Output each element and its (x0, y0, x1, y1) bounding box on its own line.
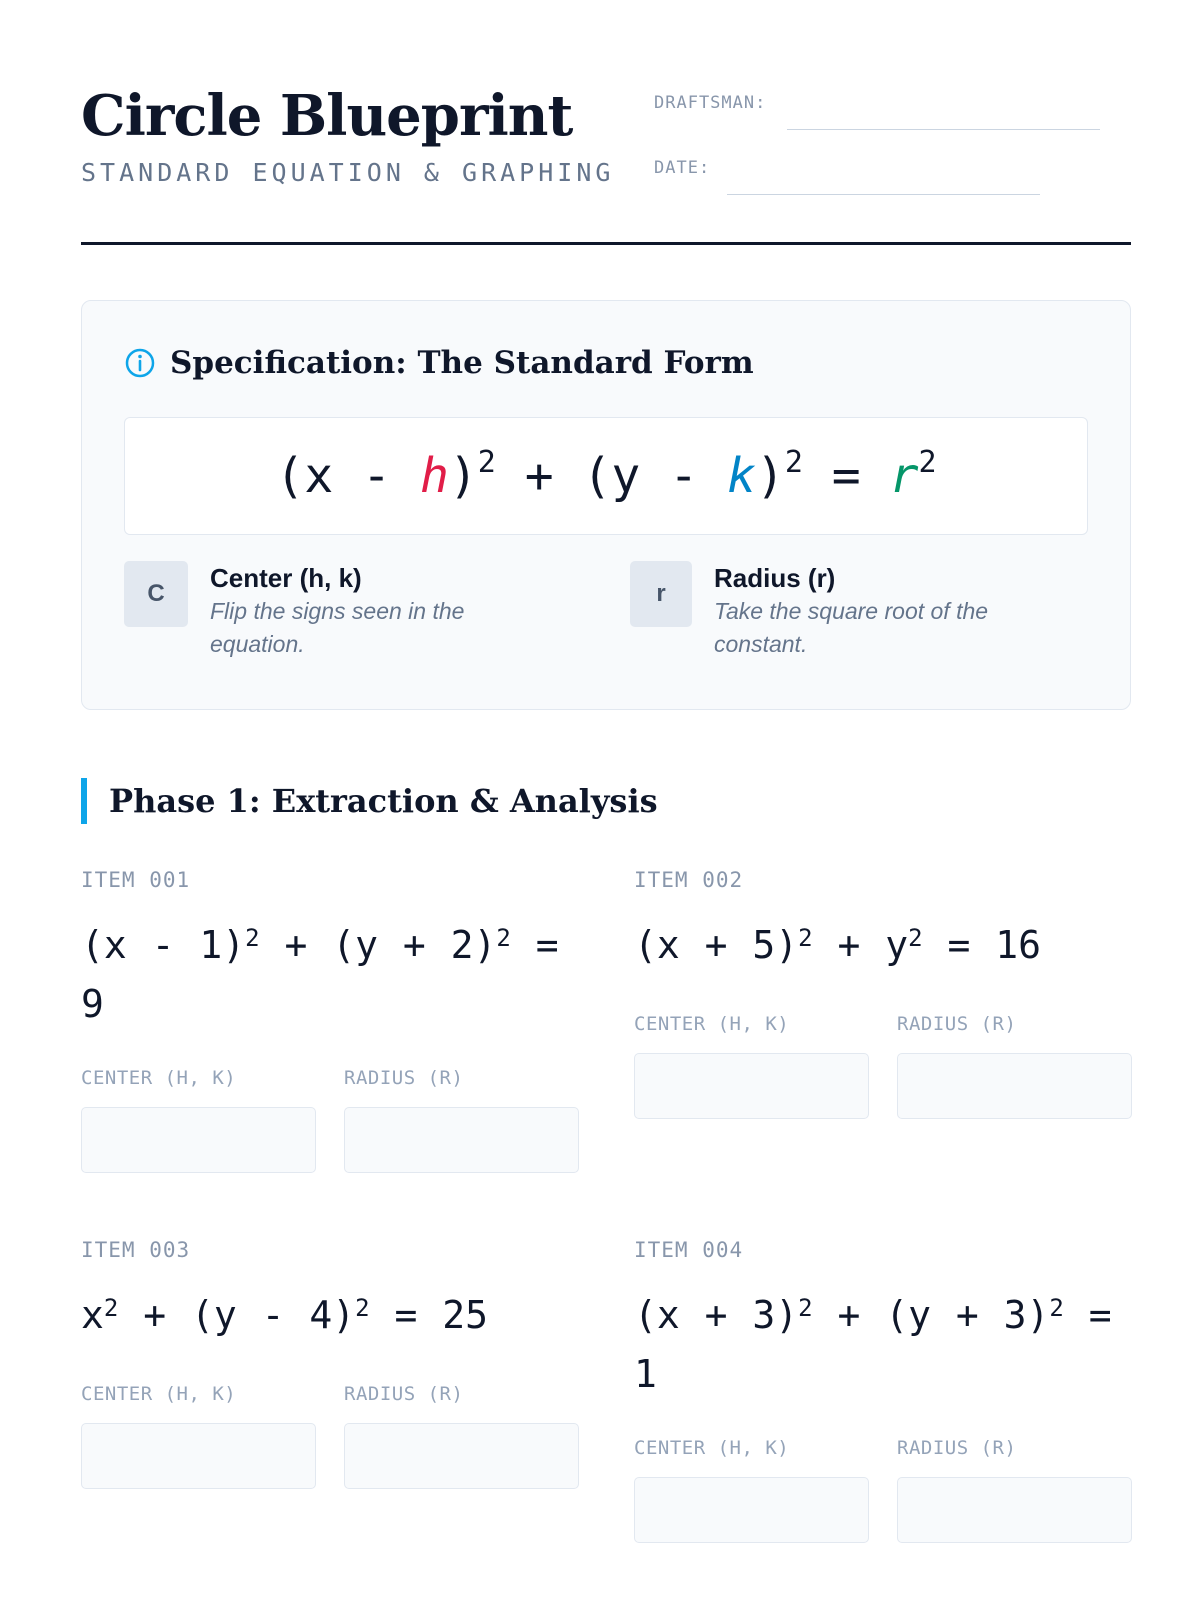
eq-part: = 9 (81, 923, 559, 1026)
problem-item (634, 1238, 1131, 1543)
item-equation (634, 918, 1131, 977)
radius-field-group (897, 1013, 1132, 1119)
radius-input[interactable] (897, 1477, 1132, 1543)
formula-exponent: 2 (784, 444, 803, 480)
radius-legend-desc: Take the square root of the constant. (714, 598, 989, 657)
page-title: Circle Blueprint (81, 83, 573, 149)
item-label: ITEM 002 (634, 868, 744, 892)
eq-part: + (y + 3) (812, 1293, 1050, 1337)
eq-part: x (81, 1293, 104, 1337)
spec-header (124, 345, 754, 381)
center-label: CENTER (H, K) (634, 1437, 790, 1459)
center-field-group (634, 1013, 869, 1119)
header (81, 0, 1131, 245)
eq-exponent: 2 (355, 1294, 370, 1322)
radius-field-group (344, 1067, 579, 1173)
answer-fields (81, 1383, 578, 1489)
formula-h: h (419, 448, 449, 504)
date-label: DATE: (654, 158, 711, 178)
center-badge: C (124, 561, 188, 627)
radius-input[interactable] (897, 1053, 1132, 1119)
eq-part: + y (812, 923, 909, 967)
date-field[interactable] (727, 193, 1040, 195)
eq-exponent: 2 (103, 1294, 119, 1322)
formula-part: + (y - (495, 448, 727, 504)
radius-field-group (897, 1437, 1132, 1543)
formula-exponent: 2 (918, 444, 937, 480)
phase-1-title: Phase 1: Extraction & Analysis (109, 782, 658, 820)
formula-part: (x - (275, 448, 420, 504)
eq-part: = 16 (922, 923, 1041, 967)
eq-part: (x + 5) (634, 923, 799, 967)
eq-exponent: 2 (496, 924, 511, 952)
center-label: CENTER (H, K) (81, 1067, 237, 1089)
center-label: CENTER (H, K) (81, 1383, 237, 1405)
center-field-group (81, 1067, 316, 1173)
eq-part: (x - 1) (81, 923, 246, 967)
page-subtitle: STANDARD EQUATION & GRAPHING (81, 158, 615, 187)
center-legend-desc: Flip the signs seen in the equation. (210, 598, 465, 657)
eq-exponent: 2 (908, 924, 923, 952)
answer-fields (634, 1013, 1131, 1119)
eq-exponent: 2 (1049, 1294, 1064, 1322)
formula-exponent: 2 (477, 444, 496, 480)
problem-item (81, 868, 578, 1173)
center-field-group (634, 1437, 869, 1543)
item-equation (81, 1288, 578, 1347)
item-equation (634, 1288, 1131, 1401)
eq-part: = 25 (369, 1293, 488, 1337)
draftsman-field[interactable] (787, 128, 1100, 130)
radius-input[interactable] (344, 1107, 579, 1173)
center-legend (124, 561, 520, 661)
center-legend-title: Center (h, k) (210, 563, 362, 593)
info-icon (124, 347, 156, 379)
eq-part: + (y - 4) (118, 1293, 356, 1337)
eq-part: = 1 (634, 1293, 1112, 1396)
center-input[interactable] (634, 1053, 869, 1119)
standard-form-formula (124, 417, 1088, 535)
center-input[interactable] (81, 1423, 316, 1489)
item-label: ITEM 001 (81, 868, 191, 892)
formula-part: = (802, 448, 890, 504)
formula-r: r (889, 448, 919, 504)
formula-part: ) (755, 448, 785, 504)
radius-label: RADIUS (R) (344, 1067, 464, 1089)
eq-part: (x + 3) (634, 1293, 799, 1337)
radius-badge: r (630, 561, 692, 627)
specification-card (81, 300, 1131, 710)
radius-label: RADIUS (R) (897, 1013, 1017, 1035)
problem-item (81, 1238, 578, 1489)
center-input[interactable] (81, 1107, 316, 1173)
item-equation (81, 918, 578, 1031)
spec-title: Specification: The Standard Form (170, 345, 754, 381)
eq-part: + (y + 2) (259, 923, 497, 967)
eq-exponent: 2 (798, 924, 813, 952)
formula-k: k (727, 448, 756, 504)
problem-item (634, 868, 1131, 1119)
draftsman-label: DRAFTSMAN: (654, 93, 767, 113)
center-label: CENTER (H, K) (634, 1013, 790, 1035)
radius-label: RADIUS (R) (897, 1437, 1017, 1459)
radius-legend (630, 561, 1024, 661)
eq-exponent: 2 (798, 1294, 813, 1322)
item-label: ITEM 004 (634, 1238, 744, 1262)
radius-legend-title: Radius (r) (714, 563, 836, 593)
radius-label: RADIUS (R) (344, 1383, 464, 1405)
radius-field-group (344, 1383, 579, 1489)
answer-fields (634, 1437, 1131, 1543)
phase-1-heading (81, 778, 658, 824)
formula-part: ) (448, 448, 478, 504)
center-input[interactable] (634, 1477, 869, 1543)
eq-exponent: 2 (245, 924, 260, 952)
worksheet-page (81, 0, 1131, 1459)
answer-fields (81, 1067, 578, 1173)
radius-input[interactable] (344, 1423, 579, 1489)
center-field-group (81, 1383, 316, 1489)
item-label: ITEM 003 (81, 1238, 191, 1262)
